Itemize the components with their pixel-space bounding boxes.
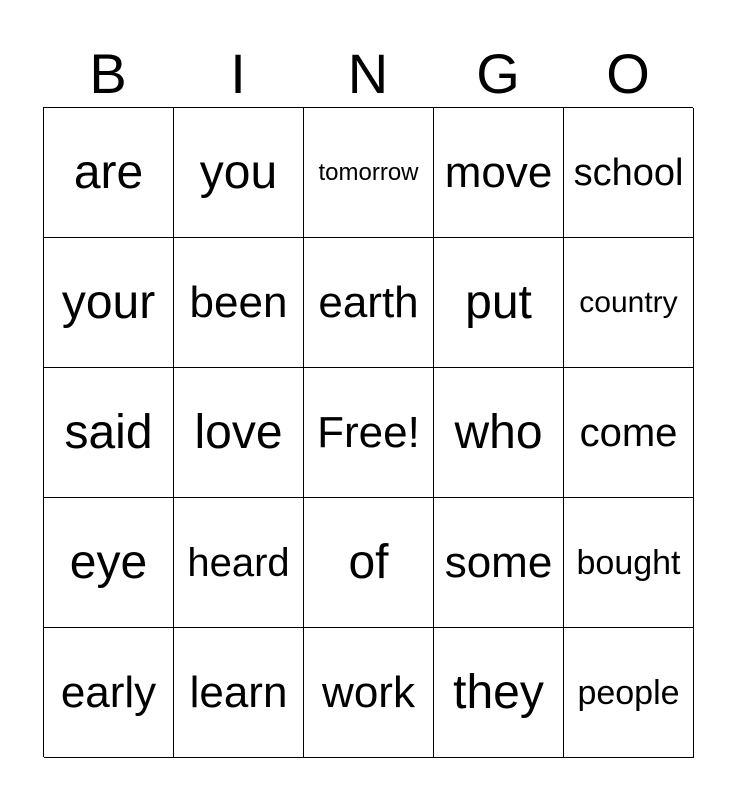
bingo-cell[interactable]: come bbox=[564, 368, 694, 498]
bingo-cell[interactable]: learn bbox=[174, 628, 304, 758]
bingo-cell[interactable]: said bbox=[44, 368, 174, 498]
bingo-cell[interactable]: bought bbox=[564, 498, 694, 628]
bingo-cell[interactable]: they bbox=[434, 628, 564, 758]
header-letter-n: N bbox=[347, 42, 389, 105]
bingo-cell[interactable]: heard bbox=[174, 498, 304, 628]
bingo-cell[interactable]: country bbox=[564, 238, 694, 368]
bingo-cell[interactable]: your bbox=[44, 238, 174, 368]
bingo-cell[interactable]: some bbox=[434, 498, 564, 628]
bingo-cell[interactable]: love bbox=[174, 368, 304, 498]
bingo-cell[interactable]: people bbox=[564, 628, 694, 758]
bingo-cell[interactable]: are bbox=[44, 108, 174, 238]
free-space-cell[interactable]: Free! bbox=[304, 368, 434, 498]
bingo-cell[interactable]: early bbox=[44, 628, 174, 758]
bingo-cell[interactable]: put bbox=[434, 238, 564, 368]
bingo-grid bbox=[43, 107, 693, 757]
bingo-cell[interactable]: earth bbox=[304, 238, 434, 368]
bingo-cell[interactable]: school bbox=[564, 108, 694, 238]
bingo-cell[interactable]: work bbox=[304, 628, 434, 758]
header-letter-o: O bbox=[606, 42, 650, 105]
bingo-cell[interactable]: tomorrow bbox=[304, 108, 434, 238]
header-letter-b: B bbox=[89, 42, 127, 105]
header-letter-i: I bbox=[230, 42, 246, 105]
bingo-cell[interactable]: been bbox=[174, 238, 304, 368]
header-letter-g: G bbox=[476, 42, 520, 105]
bingo-cell[interactable]: eye bbox=[44, 498, 174, 628]
bingo-cell[interactable]: who bbox=[434, 368, 564, 498]
bingo-cell[interactable]: move bbox=[434, 108, 564, 238]
bingo-cell[interactable]: of bbox=[304, 498, 434, 628]
bingo-cell[interactable]: you bbox=[174, 108, 304, 238]
bingo-header bbox=[43, 40, 693, 108]
